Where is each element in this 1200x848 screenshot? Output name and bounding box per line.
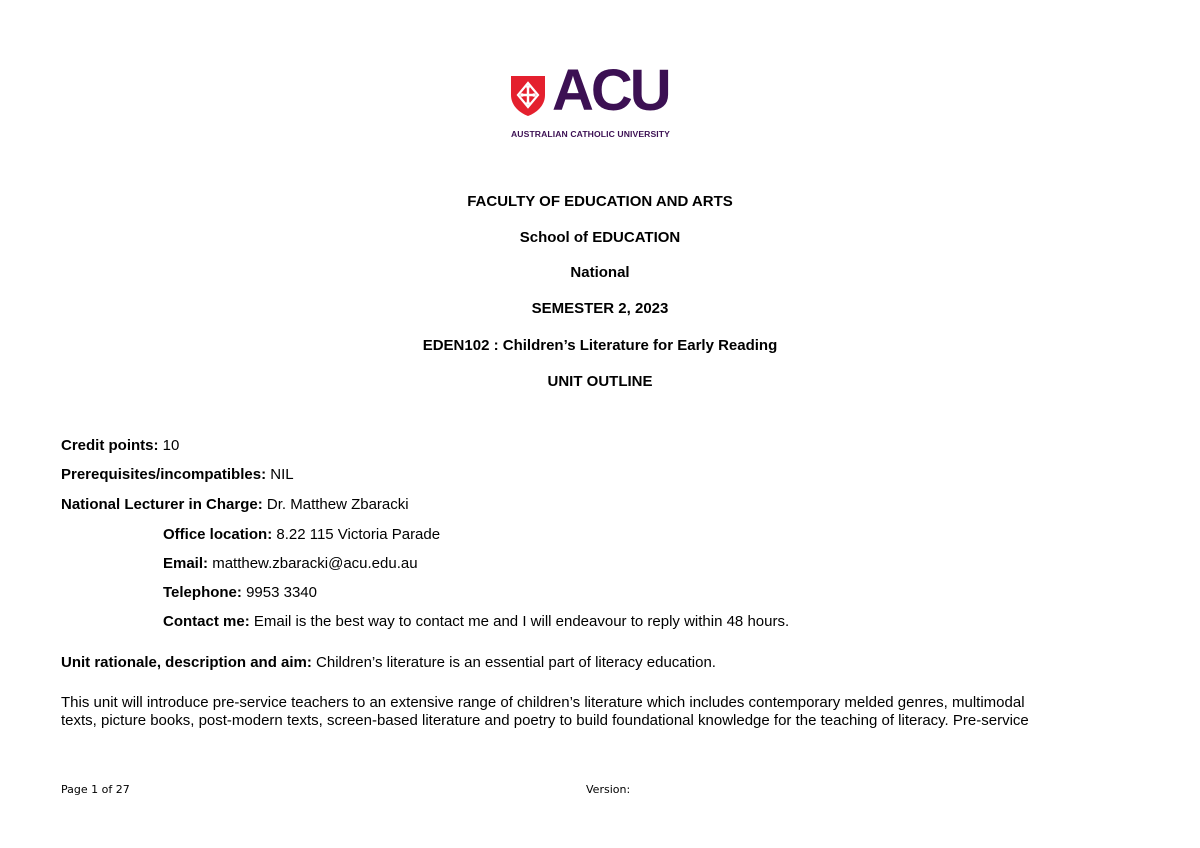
telephone-value: 9953 3340 bbox=[246, 584, 317, 601]
telephone-label: Telephone bbox=[163, 584, 237, 601]
acu-tagline: AUSTRALIAN CATHOLIC UNIVERSITY bbox=[511, 129, 670, 139]
credit-points-field: Credit points: 10 bbox=[61, 437, 180, 454]
acu-logo bbox=[510, 58, 700, 142]
unit-title: EDEN102 : Children’s Literature for Early Reading bbox=[422, 337, 778, 354]
rationale-label: Unit rationale, description and aim bbox=[61, 654, 307, 671]
credit-points-value: 10 bbox=[162, 437, 180, 454]
page-number: Page 1 of 27 bbox=[61, 783, 130, 796]
lecturer-value: Dr. Matthew Zbaracki bbox=[266, 496, 409, 513]
acu-shield-icon bbox=[510, 75, 546, 117]
email-label: Email bbox=[163, 555, 204, 572]
contact-label: Contact me bbox=[163, 613, 245, 630]
email-field: Email: matthew.zbaracki@acu.edu.au bbox=[163, 555, 418, 572]
faculty-heading: FACULTY OF EDUCATION AND ARTS bbox=[467, 193, 733, 210]
campus-heading: National bbox=[570, 264, 630, 281]
semester-heading: SEMESTER 2, 2023 bbox=[531, 300, 669, 317]
body-paragraph-line-1: This unit will introduce pre-service teachers to an extensive range of children’s literature which includes contemporary melded genres, multimodal bbox=[61, 694, 1025, 711]
doc-type-heading: UNIT OUTLINE bbox=[547, 373, 653, 390]
contact-value: Email is the best way to contact me and I will endeavour to reply within 48 hours. bbox=[253, 613, 790, 630]
rationale-field: Unit rationale, description and aim: Children’s literature is an essential part of literacy education. bbox=[61, 654, 716, 671]
credit-points-label: Credit points bbox=[61, 437, 154, 454]
version-label: Version: bbox=[586, 783, 631, 796]
rationale-value: Children’s literature is an essential part of literacy education. bbox=[316, 654, 716, 671]
acu-wordmark: ACU bbox=[552, 58, 669, 123]
lecturer-label: National Lecturer in Charge bbox=[61, 496, 258, 513]
telephone-field: Telephone: 9953 3340 bbox=[163, 584, 317, 601]
contact-field: Contact me: Email is the best way to contact me and I will endeavour to reply within 48 hours. bbox=[163, 613, 790, 630]
office-value: 8.22 115 Victoria Parade bbox=[276, 526, 441, 543]
body-paragraph-line-2: texts, picture books, post-modern texts, screen-based literature and poetry to build foundational knowledge for the teaching of literacy. Pre-service bbox=[61, 712, 1029, 729]
office-field: Office location: 8.22 115 Victoria Parade bbox=[163, 526, 441, 543]
office-label: Office location bbox=[163, 526, 268, 543]
prerequisites-value: NIL bbox=[270, 466, 294, 483]
prerequisites-field: Prerequisites/incompatibles: NIL bbox=[61, 466, 294, 483]
school-heading: School of EDUCATION bbox=[519, 229, 681, 246]
lecturer-field: National Lecturer in Charge: Dr. Matthew Zbaracki bbox=[61, 496, 409, 513]
prerequisites-label: Prerequisites/incompatibles bbox=[61, 466, 262, 483]
email-value[interactable]: matthew.zbaracki@acu.edu.au bbox=[212, 555, 418, 572]
